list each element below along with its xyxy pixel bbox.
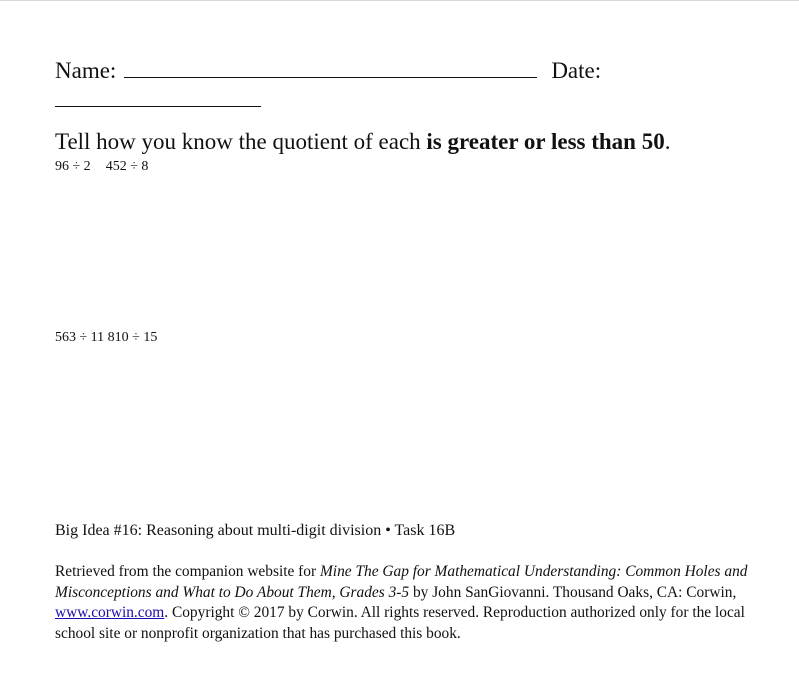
problem-row-1 <box>55 159 148 175</box>
credit-author: by John SanGiovanni. Thousand Oaks, CA: Corwin, <box>409 583 737 601</box>
name-label: Name: <box>55 58 117 83</box>
date-blank <box>55 106 261 107</box>
date-label: Date: <box>551 58 602 83</box>
corwin-link[interactable]: www.corwin.com <box>55 604 165 621</box>
problem-item: 563 ÷ 11 810 ÷ 15 <box>55 330 158 345</box>
book-title: Mine The Gap for Mathematical Understanding: Common Holes and Misconceptions and What to Do About Them, Grades 3-5 <box>55 563 748 601</box>
problem-item: 96 ÷ 2 <box>55 159 91 174</box>
name-date-header <box>55 57 601 85</box>
problem-row-2 <box>55 330 157 346</box>
instruction-emphasis: is greater or less than 50 <box>426 129 665 154</box>
credit-start: Retrieved from the companion website for <box>55 563 320 580</box>
credit-end: . Copyright © 2017 by Corwin. All rights reserved. Reproduction authorized only for the local school site or nonprofit organization that has purchased this book. <box>55 604 745 642</box>
top-divider <box>0 0 799 1</box>
instruction-end: . <box>664 129 671 154</box>
task-line: Big Idea #16: Reasoning about multi-digit division • Task 16B <box>55 522 456 539</box>
problem-item: 452 ÷ 8 <box>105 159 149 174</box>
instruction-text <box>55 128 670 156</box>
name-blank <box>124 57 537 78</box>
copyright-notice <box>55 562 755 644</box>
instruction-lead: Tell how you know the quotient of each <box>55 129 427 154</box>
